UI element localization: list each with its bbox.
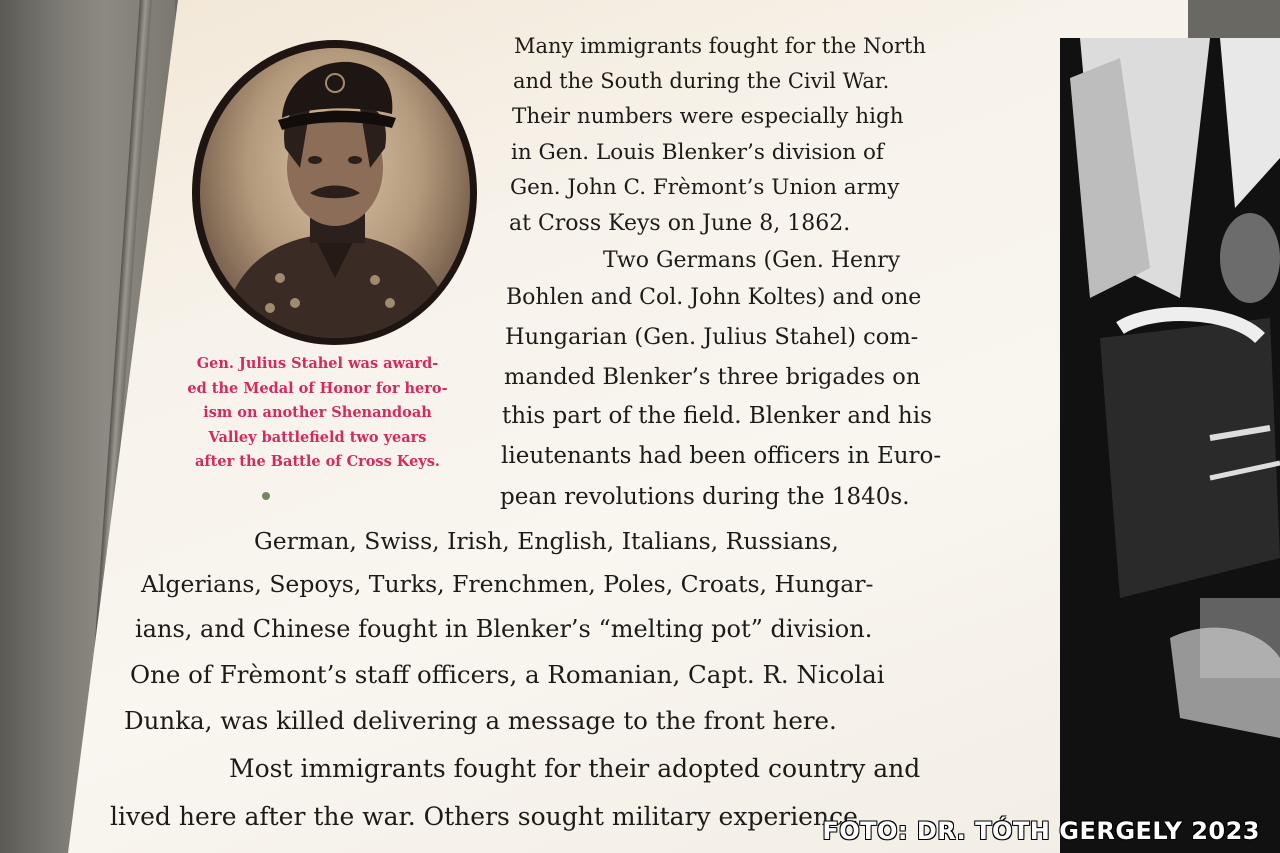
body-text-line: One of Frèmont’s staff officers, a Romanian, Capt. R. Nicolai [130,660,885,689]
body-text-line: Many immigrants fought for the North [514,34,927,58]
body-text-line: in Gen. Louis Blenker’s division of [511,140,884,165]
body-text-line: manded Blenker’s three brigades on [504,364,921,390]
portrait-caption [160,352,475,475]
body-text-line: Gen. John C. Frèmont’s Union army [510,175,900,200]
caption-line: after the Battle of Cross Keys. [195,453,440,470]
body-text-line: lieutenants had been officers in Euro- [501,443,942,469]
caption-line: Valley battlefield two years [208,428,427,446]
body-text-line: pean revolutions during the 1840s. [500,484,910,510]
body-text-line: Algerians, Sepoys, Turks, Frenchmen, Poles, Croats, Hungar- [141,570,874,598]
body-text-line: German, Swiss, Irish, English, Italians, Russians, [254,527,839,555]
stain-mark [262,492,270,500]
historic-photo-right [1060,38,1280,853]
caption-line: Gen. Julius Stahel was award- [196,355,439,372]
body-text-line: Two Germans (Gen. Henry [603,248,901,273]
portrait-stahel [200,48,470,338]
body-text-line: lived here after the war. Others sought military experience [110,802,858,831]
body-text-line: Dunka, was killed delivering a message to the front here. [124,706,837,735]
body-text-line: and the South during the Civil War. [513,69,890,93]
body-text-line: Most immigrants fought for their adopted country and [229,754,921,783]
body-text-line: ians, and Chinese fought in Blenker’s “melting pot” division. [135,615,873,643]
body-text-line: Hungarian (Gen. Julius Stahel) com- [505,324,919,350]
body-text-line: Bohlen and Col. John Koltes) and one [506,285,922,310]
caption-line: ed the Medal of Honor for hero- [187,379,448,397]
body-text-line: this part of the field. Blenker and his [502,403,932,429]
body-text-line: at Cross Keys on June 8, 1862. [509,211,851,236]
body-text-line: Their numbers were especially high [512,104,904,129]
caption-line: ism on another Shenandoah [203,404,432,421]
photo-watermark: FOTO: DR. TÓTH GERGELY 2023 [822,817,1260,845]
